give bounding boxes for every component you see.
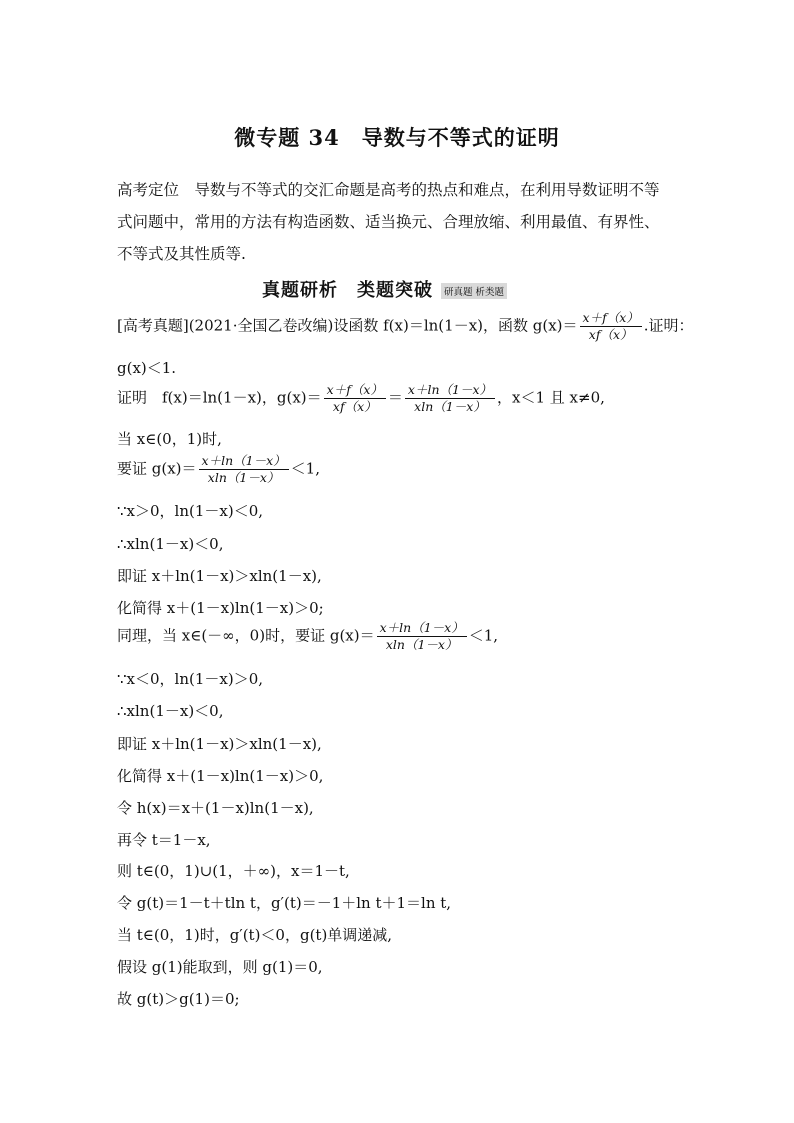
- proof-line-18: 假设 g(1)能取到，则 g(1)＝0,: [117, 958, 323, 976]
- page-title: 微专题 34 导数与不等式的证明: [234, 125, 560, 150]
- section-heading-text: 真题研析 类题突破: [262, 280, 433, 301]
- proof-line-14: 再令 t＝1－x,: [117, 831, 211, 849]
- proof-line-13: 令 h(x)＝x＋(1－x)ln(1－x),: [117, 799, 314, 817]
- proof-line-2: 当 x∈(0，1)时,: [117, 430, 222, 448]
- proof-l3-tail: ＜1,: [290, 459, 320, 478]
- intro-line-1: [117, 174, 677, 206]
- problem-suffix: .证明：: [643, 316, 694, 335]
- proof-l1-text: 证明 f(x)＝ln(1－x)，g(x)＝: [117, 388, 322, 407]
- proof-l3-frac-num: x＋ln（1－x）: [199, 453, 289, 470]
- proof-line-9: ∵x＜0，ln(1－x)＞0,: [117, 670, 264, 688]
- proof-line-7: 化简得 x＋(1－x)ln(1－x)＞0;: [117, 599, 324, 617]
- intro-line-2: 式问题中，常用的方法有构造函数、适当换元、合理放缩、利用最值、有界性、: [117, 213, 660, 231]
- problem-fraction: [580, 310, 642, 343]
- intro-line-3: 不等式及其性质等.: [117, 245, 246, 263]
- proof-l8-frac-num: x＋ln（1－x）: [377, 620, 467, 637]
- proof-l1-frac1-den: xf（x）: [332, 399, 377, 414]
- proof-l3-frac-den: xln（1－x）: [207, 470, 280, 485]
- intro-text-1: 导数与不等式的交汇命题是高考的热点和难点，在利用导数证明不等: [194, 181, 660, 199]
- proof-line-16: 令 g(t)＝1－t＋tln t，g′(t)＝－1＋ln t＋1＝ln t,: [117, 894, 452, 912]
- problem-prefix: [高考真题](2021·全国乙卷改编)设函数 f(x)＝ln(1－x)，函数 g(x)＝: [117, 316, 578, 335]
- proof-line-15: 则 t∈(0，1)∪(1，＋∞)，x＝1－t,: [117, 862, 350, 880]
- proof-l8-text: 同理，当 x∈(－∞，0)时，要证 g(x)＝: [117, 626, 375, 645]
- proof-l8-frac-den: xln（1－x）: [385, 637, 458, 652]
- proof-line-3: [117, 453, 320, 486]
- proof-line-1: [117, 382, 605, 415]
- proof-l1-frac1-num: x＋f（x）: [324, 382, 386, 399]
- proof-line-5: ∴xln(1－x)＜0,: [117, 535, 224, 553]
- section-heading: [262, 276, 507, 302]
- proof-l1-eq: ＝: [387, 388, 403, 407]
- proof-l8-fraction: [377, 620, 467, 653]
- proof-l1-frac2-num: x＋ln（1－x）: [405, 382, 495, 399]
- proof-line-6: 即证 x＋ln(1－x)＞xln(1－x),: [117, 567, 322, 585]
- problem-frac-den: xf（x）: [588, 327, 633, 342]
- proof-line-10: ∴xln(1－x)＜0,: [117, 702, 224, 720]
- proof-line-17: 当 t∈(0，1)时，g′(t)＜0，g(t)单调递减,: [117, 926, 393, 944]
- section-tag: 研真题 析类题: [441, 283, 507, 299]
- proof-l3-text: 要证 g(x)＝: [117, 459, 197, 478]
- proof-line-19: 故 g(t)＞g(1)＝0;: [117, 990, 240, 1008]
- proof-line-11: 即证 x＋ln(1－x)＞xln(1－x),: [117, 735, 322, 753]
- problem-line-2: g(x)＜1.: [117, 359, 177, 377]
- proof-l1-fraction-2: [405, 382, 495, 415]
- intro-label: 高考定位: [117, 181, 180, 199]
- proof-line-4: ∵x＞0，ln(1－x)＜0,: [117, 502, 264, 520]
- problem-line-1: [117, 310, 694, 343]
- proof-l1-frac2-den: xln（1－x）: [414, 399, 486, 414]
- proof-l1-tail: ，x＜1 且 x≠0,: [497, 388, 605, 407]
- proof-l8-tail: ＜1,: [468, 626, 499, 645]
- problem-frac-num: x＋f（x）: [580, 310, 642, 327]
- proof-l1-fraction-1: [324, 382, 386, 415]
- proof-line-12: 化简得 x＋(1－x)ln(1－x)＞0,: [117, 767, 324, 785]
- proof-l3-fraction: [199, 453, 289, 486]
- proof-line-8: [117, 620, 498, 653]
